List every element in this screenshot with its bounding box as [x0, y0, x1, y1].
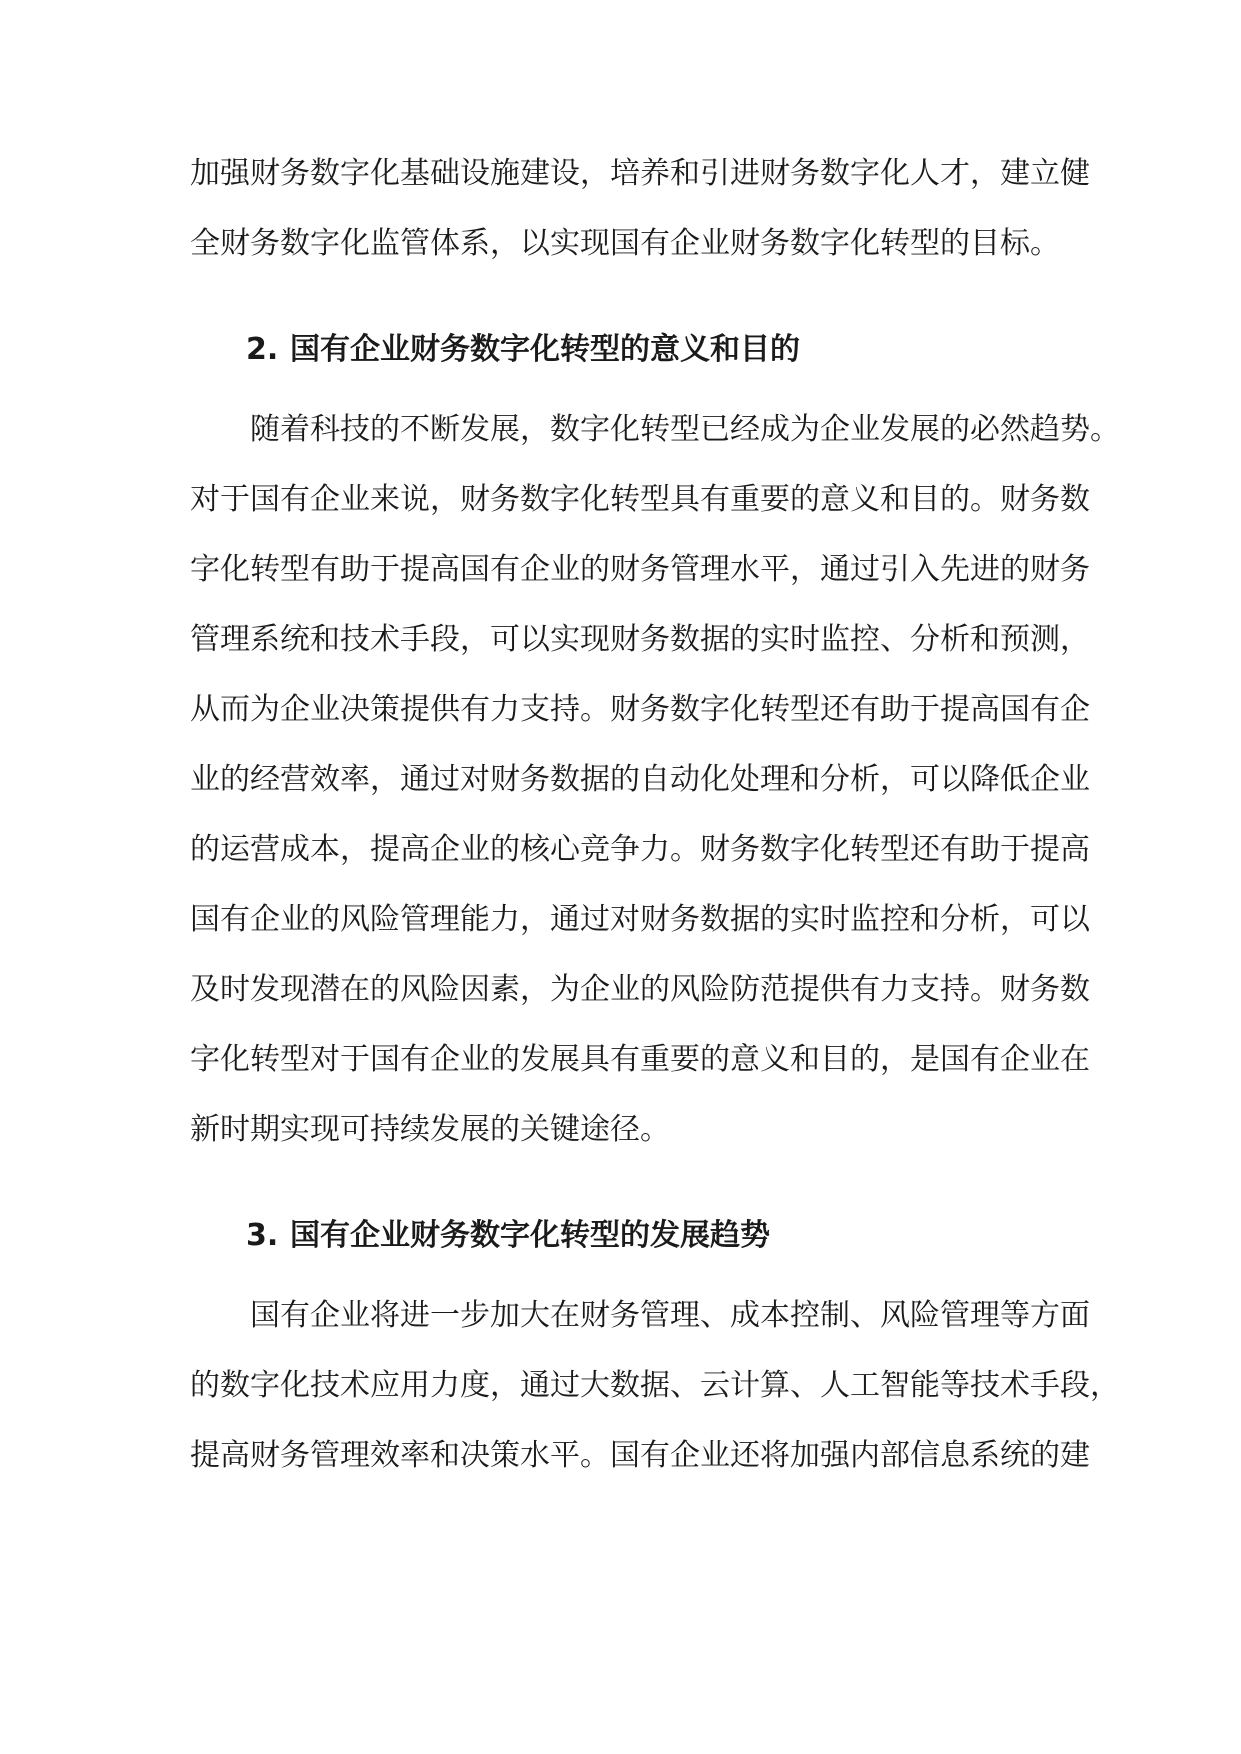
paragraph-line: 随着科技的不断发展，数字化转型已经成为企业发展的必然趋势。 — [250, 412, 1120, 447]
section-number: 3. — [246, 1218, 279, 1253]
paragraph-line: 对于国有企业来说，财务数字化转型具有重要的意义和目的。财务数 — [190, 482, 1090, 517]
paragraph-line: 的运营成本，提高企业的核心竞争力。财务数字化转型还有助于提高 — [190, 832, 1090, 867]
paragraph-line: 业的经营效率，通过对财务数据的自动化处理和分析，可以降低企业 — [190, 762, 1090, 797]
section-title: 国有企业财务数字化转型的发展趋势 — [290, 1218, 770, 1253]
section-heading — [246, 320, 800, 380]
section-heading — [246, 1206, 770, 1266]
paragraph-line: 的数字化技术应用力度，通过大数据、云计算、人工智能等技术手段， — [190, 1368, 1120, 1403]
paragraph-line: 国有企业将进一步加大在财务管理、成本控制、风险管理等方面 — [250, 1298, 1090, 1333]
section-number: 2. — [246, 332, 279, 367]
paragraph-line: 加强财务数字化基础设施建设，培养和引进财务数字化人才，建立健 — [190, 156, 1090, 191]
paragraph-line: 字化转型有助于提高国有企业的财务管理水平，通过引入先进的财务 — [190, 552, 1090, 587]
paragraph-line: 全财务数字化监管体系，以实现国有企业财务数字化转型的目标。 — [190, 226, 1060, 261]
paragraph-line: 管理系统和技术手段，可以实现财务数据的实时监控、分析和预测， — [190, 622, 1090, 657]
section-title: 国有企业财务数字化转型的意义和目的 — [290, 332, 800, 367]
paragraph-line: 从而为企业决策提供有力支持。财务数字化转型还有助于提高国有企 — [190, 692, 1090, 727]
paragraph-line: 新时期实现可持续发展的关键途径。 — [190, 1112, 670, 1147]
paragraph-line: 字化转型对于国有企业的发展具有重要的意义和目的，是国有企业在 — [190, 1042, 1090, 1077]
paragraph-line: 国有企业的风险管理能力，通过对财务数据的实时监控和分析，可以 — [190, 902, 1090, 937]
paragraph-line: 提高财务管理效率和决策水平。国有企业还将加强内部信息系统的建 — [190, 1438, 1090, 1473]
paragraph-line: 及时发现潜在的风险因素，为企业的风险防范提供有力支持。财务数 — [190, 972, 1090, 1007]
